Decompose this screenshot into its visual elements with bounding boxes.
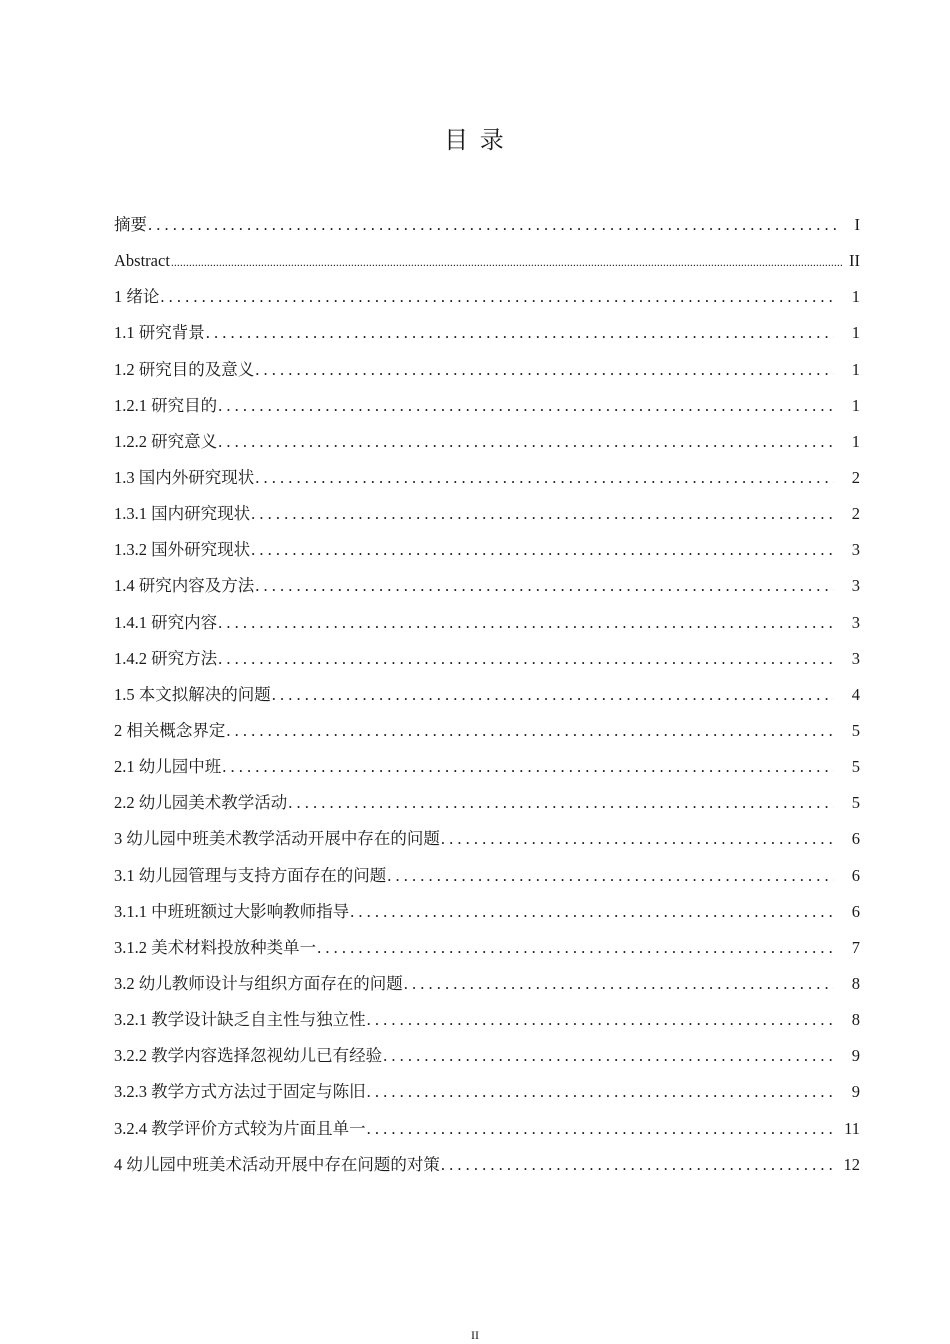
toc-entry-page: 6 <box>851 901 860 921</box>
toc-entry-label: Abstract <box>114 251 170 271</box>
toc-entry-label: 1.3 国内外研究现状 <box>114 467 255 487</box>
toc-entry-label: 1.1 研究背景 <box>114 323 205 343</box>
dot-leader <box>287 788 834 818</box>
dot-leader <box>147 210 840 240</box>
toc-entry-page: 3 <box>851 648 860 668</box>
toc-entry-label: 3.2.1 教学设计缺乏自主性与独立性 <box>114 1010 366 1030</box>
toc-entry[interactable] <box>114 427 860 463</box>
dot-leader <box>316 933 834 963</box>
toc-entry-page: 3 <box>851 540 860 560</box>
toc-entry-page: 11 <box>844 1118 860 1138</box>
dot-leader <box>217 644 834 674</box>
toc-entry[interactable] <box>114 969 860 1005</box>
table-of-contents <box>114 210 860 1186</box>
toc-entry-page: 9 <box>851 1046 860 1066</box>
toc-entry[interactable] <box>114 1114 860 1150</box>
dot-leader <box>159 282 834 312</box>
toc-entry[interactable] <box>114 282 860 318</box>
toc-entry-label: 2 相关概念界定 <box>114 720 226 740</box>
toc-entry-page: 5 <box>851 793 860 813</box>
toc-entry-page: 8 <box>851 1010 860 1030</box>
toc-entry[interactable] <box>114 933 860 969</box>
toc-entry-label: 3.2.2 教学内容选择忽视幼儿已有经验 <box>114 1046 383 1066</box>
dot-leader <box>366 1114 834 1144</box>
dot-leader <box>217 391 834 421</box>
toc-entry[interactable] <box>114 644 860 680</box>
toc-entry-page: 1 <box>851 323 860 343</box>
toc-entry-page: II <box>849 251 860 271</box>
toc-entry-label: 3 幼儿园中班美术教学活动开展中存在的问题 <box>114 829 440 849</box>
toc-entry-page: 7 <box>851 937 860 957</box>
dot-leader <box>217 427 834 457</box>
toc-entry-label: 1.2 研究目的及意义 <box>114 359 255 379</box>
dot-leader <box>440 824 834 854</box>
toc-entry[interactable] <box>114 571 860 607</box>
toc-entry-page: 6 <box>851 829 860 849</box>
toc-entry-label: 2.1 幼儿园中班 <box>114 757 222 777</box>
toc-entry-page: 1 <box>851 395 860 415</box>
dot-leader <box>366 1005 834 1035</box>
toc-entry-label: 1 绪论 <box>114 287 160 307</box>
dot-leader <box>254 463 834 493</box>
toc-entry[interactable] <box>114 1077 860 1113</box>
toc-entry-abstract-en[interactable] <box>114 246 860 282</box>
toc-entry-page: 3 <box>851 576 860 596</box>
toc-entry[interactable] <box>114 680 860 716</box>
toc-entry[interactable] <box>114 535 860 571</box>
toc-entry-page: 12 <box>843 1154 860 1174</box>
dot-leader <box>217 608 834 638</box>
toc-entry[interactable] <box>114 355 860 391</box>
toc-entry[interactable] <box>114 1005 860 1041</box>
toc-entry-page: 2 <box>851 467 860 487</box>
toc-entry[interactable] <box>114 861 860 897</box>
page-number: II <box>471 1328 479 1342</box>
toc-entry[interactable] <box>114 788 860 824</box>
dot-leader <box>205 318 834 348</box>
toc-entry-page: 9 <box>851 1082 860 1102</box>
toc-entry-page: 1 <box>851 431 860 451</box>
toc-entry[interactable] <box>114 318 860 354</box>
toc-entry-label: 1.4.1 研究内容 <box>114 612 218 632</box>
toc-entry-label: 1.3.2 国外研究现状 <box>114 540 251 560</box>
toc-entry-label: 1.4 研究内容及方法 <box>114 576 255 596</box>
toc-entry-page: 8 <box>851 973 860 993</box>
toc-entry-label: 摘要 <box>114 215 147 234</box>
toc-entry-label: 1.3.1 国内研究现状 <box>114 504 251 524</box>
toc-entry-page: 4 <box>851 684 860 704</box>
toc-entry-label: 2.2 幼儿园美术教学活动 <box>114 793 288 813</box>
toc-entry[interactable] <box>114 608 860 644</box>
toc-entry-page: 2 <box>851 504 860 524</box>
toc-entry-label: 3.2.4 教学评价方式较为片面且单一 <box>114 1118 366 1138</box>
toc-entry-page: 5 <box>851 720 860 740</box>
toc-entry-page: 1 <box>851 359 860 379</box>
dot-leader <box>170 247 842 277</box>
toc-title: 目 录 <box>444 126 506 154</box>
toc-entry-label: 3.1.2 美术材料投放种类单一 <box>114 937 317 957</box>
toc-entry-label: 3.1 幼儿园管理与支持方面存在的问题 <box>114 865 387 885</box>
dot-leader <box>403 969 834 999</box>
toc-entry-label: 4 幼儿园中班美术活动开展中存在问题的对策 <box>114 1154 440 1174</box>
toc-entry-label: 3.2 幼儿教师设计与组织方面存在的问题 <box>114 973 403 993</box>
toc-entry[interactable] <box>114 716 860 752</box>
dot-leader <box>271 680 834 710</box>
toc-entry-abstract-cn[interactable] <box>114 210 860 246</box>
toc-entry[interactable] <box>114 752 860 788</box>
toc-entry[interactable] <box>114 391 860 427</box>
toc-entry[interactable] <box>114 1041 860 1077</box>
toc-entry-page: 3 <box>851 612 860 632</box>
toc-entry-page: 6 <box>851 865 860 885</box>
dot-leader <box>225 716 834 746</box>
toc-entry[interactable] <box>114 1150 860 1186</box>
dot-leader <box>386 861 834 891</box>
toc-entry[interactable] <box>114 824 860 860</box>
toc-entry[interactable] <box>114 463 860 499</box>
toc-entry-label: 1.4.2 研究方法 <box>114 648 218 668</box>
toc-entry-label: 1.5 本文拟解决的问题 <box>114 684 271 704</box>
dot-leader <box>382 1041 834 1071</box>
toc-entry-page: I <box>854 215 860 234</box>
toc-entry-label: 1.2.2 研究意义 <box>114 431 218 451</box>
toc-entry-label: 3.1.1 中班班额过大影响教师指导 <box>114 901 350 921</box>
toc-entry[interactable] <box>114 499 860 535</box>
dot-leader <box>440 1150 834 1180</box>
toc-entry-label: 3.2.3 教学方式方法过于固定与陈旧 <box>114 1082 366 1102</box>
dot-leader <box>254 571 834 601</box>
dot-leader <box>349 897 834 927</box>
toc-entry-label: 1.2.1 研究目的 <box>114 395 218 415</box>
dot-leader <box>366 1077 834 1107</box>
toc-entry-page: 1 <box>851 287 860 307</box>
dot-leader <box>250 499 834 529</box>
toc-entry-page: 5 <box>851 757 860 777</box>
dot-leader <box>221 752 834 782</box>
dot-leader <box>254 355 834 385</box>
dot-leader <box>250 535 834 565</box>
toc-entry[interactable] <box>114 897 860 933</box>
